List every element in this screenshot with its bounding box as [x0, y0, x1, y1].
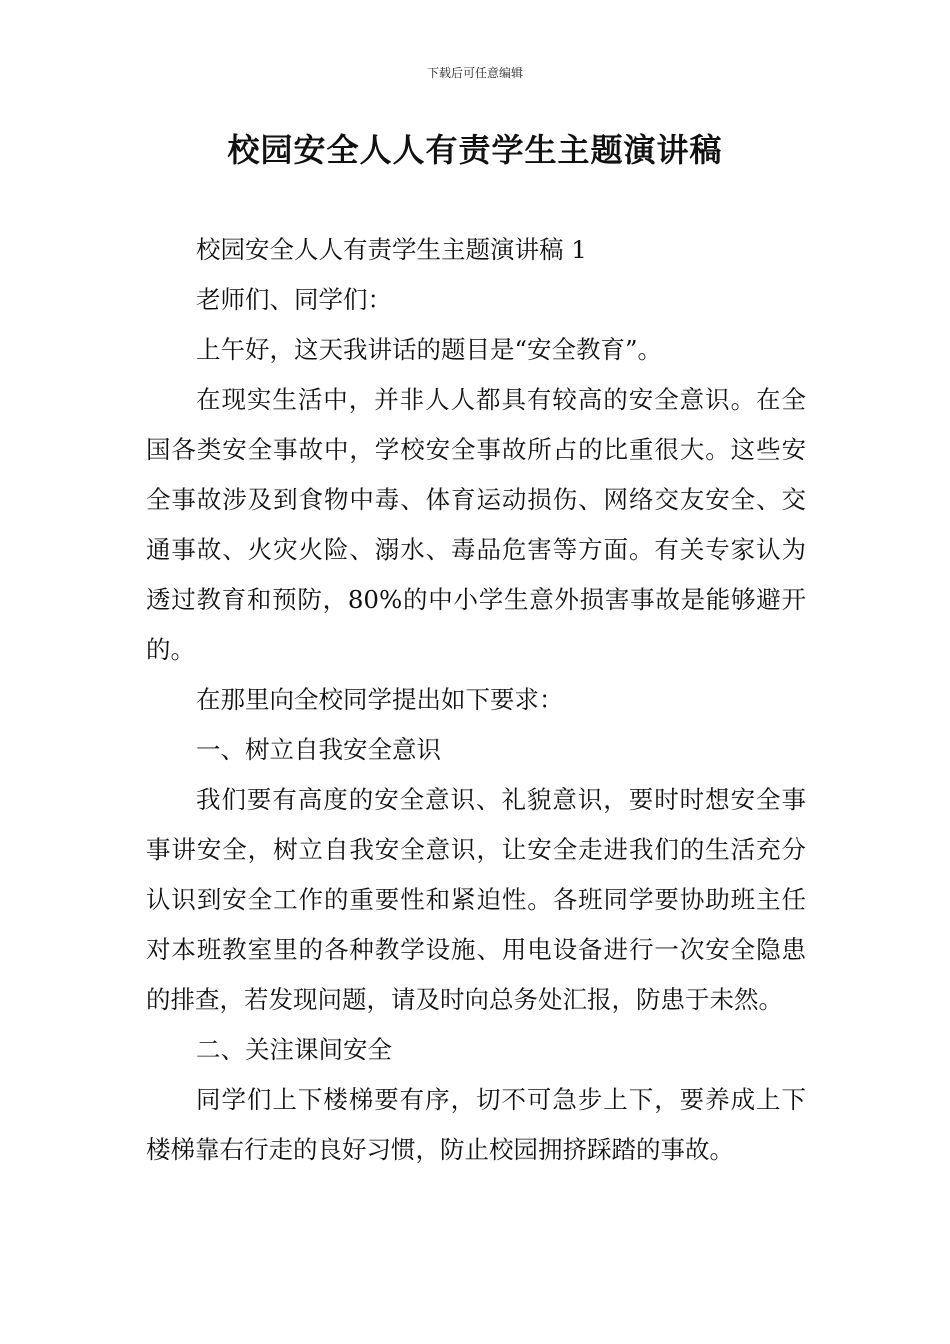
paragraph: 同学们上下楼梯要有序，切不可急步上下，要养成上下楼梯靠右行走的良好习惯，防止校园拥挤踩踏的事故。	[146, 1085, 806, 1164]
header-note: 下载后可任意编辑	[426, 66, 523, 80]
paragraph: 在现实生活中，并非人人都具有较高的安全意识。在全国各类安全事故中，学校安全事故所占的比重很大。这些安全事故涉及到食物中毒、体育运动损伤、网络交友安全、交通事故、火灾火险、溺水、毒品危害等方面。有关专家认为透过教育和预防，80%的中小学生意外损害事故是能够避开的。	[146, 385, 806, 664]
paragraph: 在那里向全校同学提出如下要求：	[196, 685, 564, 714]
document-title: 校园安全人人有责学生主题演讲稿	[227, 131, 723, 169]
paragraph: 上午好，这天我讲话的题目是“安全教育”。	[196, 335, 663, 364]
document-body	[146, 225, 806, 1175]
subheading: 一、树立自我安全意识	[196, 735, 441, 764]
section-heading: 校园安全人人有责学生主题演讲稿 1	[196, 235, 587, 264]
subheading: 二、关注课间安全	[196, 1035, 392, 1064]
paragraph: 我们要有高度的安全意识、礼貌意识，要时时想安全事事讲安全，树立自我安全意识，让安全走进我们的生活充分认识到安全工作的重要性和紧迫性。各班同学要协助班主任对本班教室里的各种教学设施、用电设备进行一次安全隐患的排查，若发现问题，请及时向总务处汇报，防患于未然。	[146, 785, 806, 1014]
salutation: 老师们、同学们：	[196, 285, 392, 314]
